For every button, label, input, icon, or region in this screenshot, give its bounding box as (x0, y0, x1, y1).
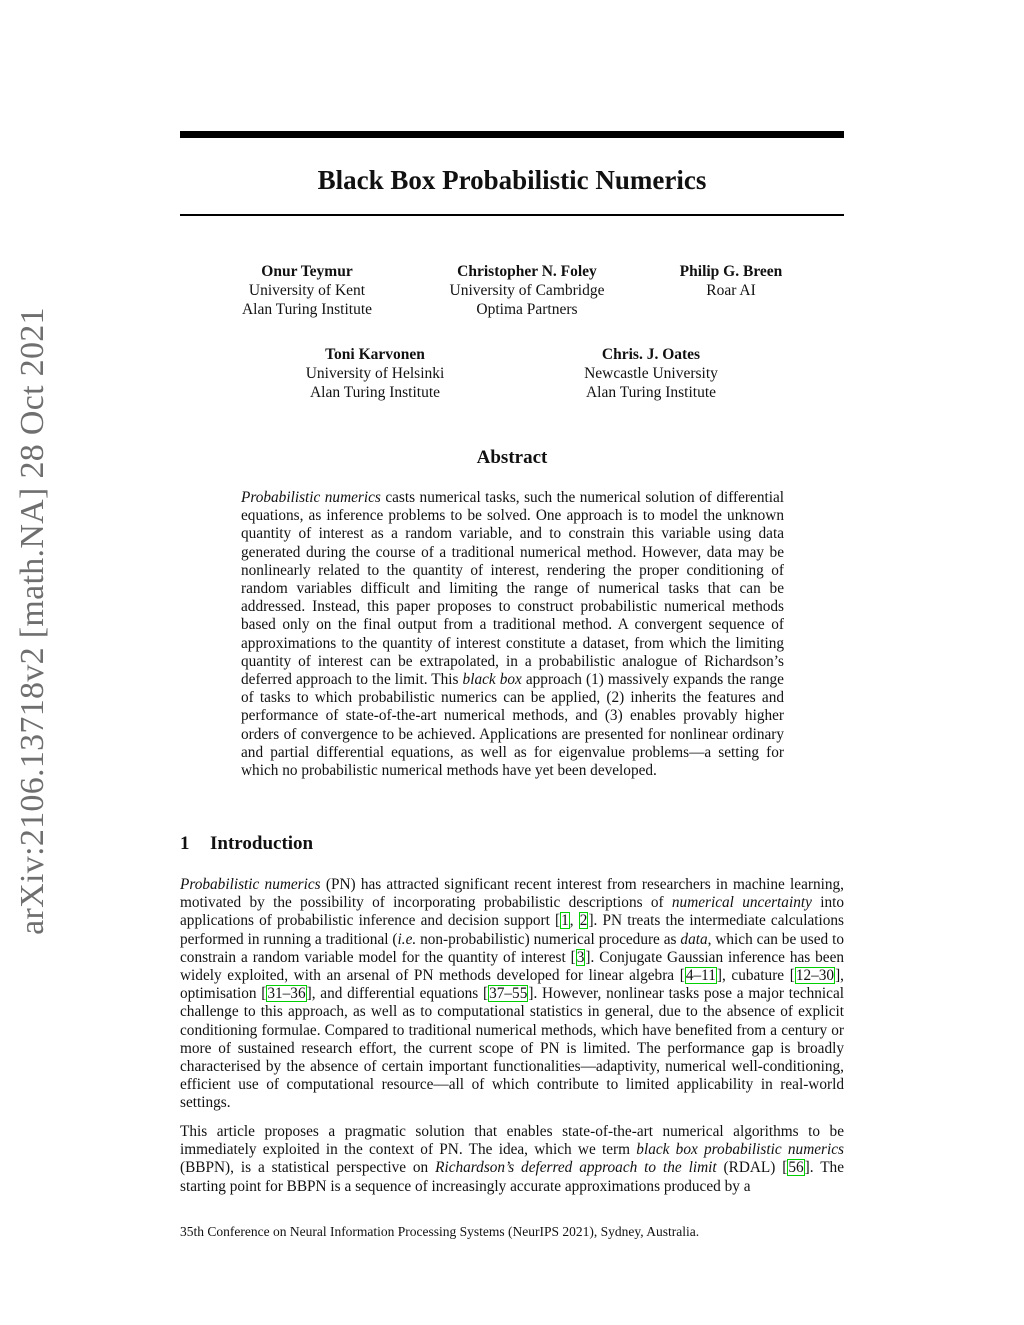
section-title: Introduction (210, 833, 314, 854)
citation-link[interactable]: 37–55 (489, 985, 528, 1003)
author-name: Christopher N. Foley (457, 263, 597, 280)
abstract-text: Probabilistic numerics casts numerical tasks, such the numerical solution of differential equations, as inference problems to be solved. One approach is to model the unknown quantity of interest as a random variable, and to constrain this variable using data generated during the course of a traditional numerical method. However, data may be nonlinearly related to the quantity of interest, rendering the proper conditioning of random variables difficult and limiting the range of numerical tasks that can be addressed. Instead, this paper proposes to construct probabilistic numerical methods based only on the final output from a traditional method. A convergent sequence of approximations to the quantity of interest constitute a dataset, from which the limiting quantity of interest can be extrapolated, in a probabilistic analogue of Richardson’s deferred approach to the limit. This black box approach (1) massively expands the range of tasks to which probabilistic numerics can be applied, (2) inherits the features and performance of state-of-the-art numerical methods, and (3) enables provably higher orders of convergence to be achieved. Applications are presented for nonlinear ordinary and partial differential equations, as well as for eigenvalue problems—a setting for which no probabilistic numerical methods have yet been developed. (241, 489, 785, 780)
author-name: Philip G. Breen (679, 263, 783, 280)
abstract-italic: Probabilistic numerics (241, 489, 381, 506)
paper-title: Black Box Probabilistic Numerics (317, 165, 707, 195)
abstract-heading: Abstract (476, 447, 548, 468)
citation-link[interactable]: 56 (788, 1159, 804, 1177)
citation-link[interactable]: 3 (576, 948, 585, 966)
author-affiliation: Roar AI (706, 282, 756, 299)
citation-link[interactable]: 4–11 (685, 967, 716, 985)
author-block (285, 345, 465, 402)
author-name: Onur Teymur (261, 263, 353, 280)
author-affiliation: University of Cambridge (449, 282, 605, 299)
author-affiliation: Alan Turing Institute (241, 301, 373, 318)
section-number: 1 (180, 833, 190, 854)
author-block (217, 262, 397, 319)
section-heading (180, 833, 313, 855)
author-affiliation: University of Kent (248, 282, 366, 299)
citation-link[interactable]: 31–36 (267, 985, 306, 1003)
conference-footnote: 35th Conference on Neural Information Processing Systems (NeurIPS 2021), Sydney, Australia. (180, 1224, 700, 1239)
author-affiliation: Alan Turing Institute (585, 384, 717, 401)
citation-link[interactable]: 2 (579, 912, 588, 930)
intro-paragraph-1: Probabilistic numerics (PN) has attracted significant recent interest from researchers in machine learning, motivated by the possibility of incorporating probabilistic descriptions of numerical uncertainty into applications of probabilistic inference and decision support [1, 2]. PN treats the intermediate calculations performed in running a traditional (i.e. non-probabilistic) numerical procedure as data, which can be used to constrain a random variable model for the quantity of interest [3]. Conjugate Gaussian inference has been widely exploited, with an arsenal of PN methods developed for linear algebra [4–11], cubature [12–30], optimisation [31–36], and differential equations [37–55]. However, nonlinear tasks pose a major technical challenge to this approach, as well as to computational statistics in general, due to the absence of explicit conditioning formulae. Compared to traditional numerical methods, which have benefited from a century or more of sustained research effort, the current scope of PN is limited. The performance gap is broadly characterised by the absence of certain important functionalities—adaptivity, numerical well-conditioning, efficient use of computational resource—all of which contribute to limited applicability in real-world settings. (180, 876, 845, 1112)
author-affiliation: Alan Turing Institute (309, 384, 441, 401)
arxiv-stamp (14, 0, 52, 935)
author-affiliation: University of Helsinki (305, 365, 445, 382)
arxiv-stamp-text: arXiv:2106.13718v2 [math.NA] 28 Oct 2021 (14, 307, 51, 935)
author-name: Toni Karvonen (325, 346, 425, 363)
citation-link[interactable]: 12–30 (795, 967, 835, 985)
title-rule-bottom (180, 214, 844, 216)
intro-paragraph-2: This article proposes a pragmatic solution that enables state-of-the-art numerical algorithms to be immediately exploited in the context of PN. The idea, which we term black box probabilistic numerics (BBPN), is a statistical perspective on Richardson’s deferred approach to the limit (RDAL) [56]. The starting point for BBPN is a sequence of increasingly accurate approximations produced by a (180, 1123, 844, 1195)
title-rule-top (180, 131, 844, 138)
author-affiliation: Optima Partners (476, 301, 578, 318)
author-name: Chris. J. Oates (601, 346, 701, 363)
citation-link[interactable]: 1 (561, 912, 569, 930)
author-block (651, 262, 811, 300)
abstract-italic: black box (462, 671, 522, 689)
author-block (561, 345, 741, 402)
author-affiliation: Newcastle University (584, 365, 718, 382)
author-block (417, 262, 637, 319)
